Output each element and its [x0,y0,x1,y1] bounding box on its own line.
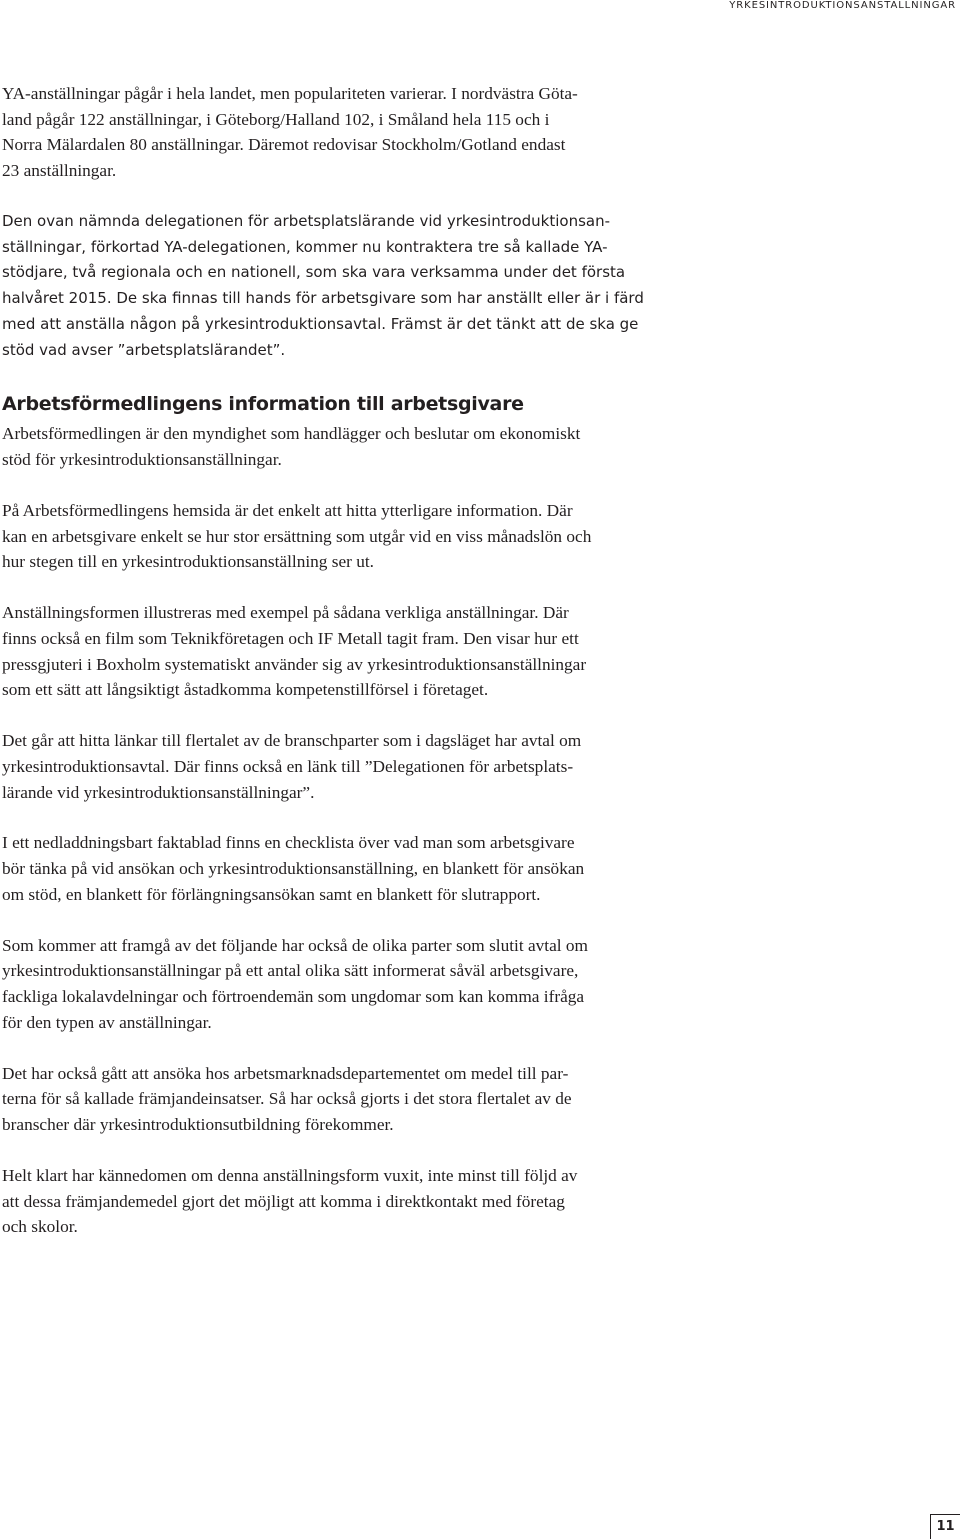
text-line: Helt klart har kännedomen om denna anställningsform vuxit, inte minst till följd av [2,1166,578,1185]
text-line: land pågår 122 anställningar, i Göteborg/Halland 102, i Småland hela 115 och i [2,109,550,129]
text-line: Det har också gått att ansöka hos arbetsmarknadsdepartementet om medel till par- [2,1063,569,1083]
paragraph-awareness [2,1163,737,1240]
text-line: stöd för yrkesintroduktionsanställningar. [2,449,282,469]
text-line: bör tänka på vid ansökan och yrkesintroduktionsanställning, en blankett för ansökan [2,859,585,879]
text-line: Den ovan nämnda delegationen för arbetsplatslärande vid yrkesintroduktionsan- [2,212,611,230]
paragraph-website [2,498,737,575]
page-body [2,81,737,1240]
text-line: halvåret 2015. De ska finnas till hands för arbetsgivare som har anställt eller är i färd [2,289,644,308]
text-line: pressgjuteri i Boxholm systematiskt använder sig av yrkesintroduktionsanställningar [2,654,587,674]
text-line: Som kommer att framgå av det följande har också de olika parter som slutit avtal om [2,935,588,955]
text-line: fackliga lokalavdelningar och förtroendemän som ungdomar som kan komma ifråga [2,987,585,1007]
paragraph-authority [2,421,737,472]
paragraph-regional-statistics [2,81,737,184]
text-line: stöd vad avser ”arbetsplatslärandet”. [2,340,286,359]
text-line: för den typen av anställningar. [2,1012,212,1032]
paragraph-examples [2,600,737,703]
text-line: om stöd, en blankett för förlängningsansökan samt en blankett för slutrapport. [2,884,541,904]
paragraph-parties [2,933,737,1036]
page-number: 11 [930,1514,960,1539]
text-line: yrkesintroduktionsavtal. Där finns också en länk till ”Delegationen för arbetsplats- [2,756,574,776]
text-line: I ett nedladdningsbart faktablad finns en checklista över vad man som arbetsgivare [2,833,575,853]
text-line: Arbetsförmedlingen är den myndighet som handlägger och beslutar om ekonomiskt [2,424,581,444]
paragraph-funding [2,1061,737,1138]
section-heading: Arbetsförmedlingens information till arbetsgivare [2,393,524,416]
text-line: På Arbetsförmedlingens hemsida är det enkelt att hitta ytterligare information. Där [2,500,573,520]
text-line: yrkesintroduktionsanställningar på ett antal olika sätt informerat såväl arbetsgivare, [2,961,579,981]
running-header: YRKESINTRODUKTIONSANSTÄLLNINGAR [729,0,956,11]
text-line: kan en arbetsgivare enkelt se hur stor ersättning som utgår vid en viss månadslön och [2,526,592,546]
text-line: och skolor. [2,1217,78,1237]
paragraph-links [2,728,737,805]
paragraph-factsheet [2,830,737,907]
text-line: Norra Mälardalen 80 anställningar. Däremot redovisar Stockholm/Gotland endast [2,135,566,155]
text-line: stödjare, två regionala och en nationell, som ska vara verksamma under det första [2,263,626,282]
text-line: YA-anställningar pågår i hela landet, men populariteten varierar. I nordvästra Göta- [2,84,578,103]
text-line: 23 anställningar. [2,161,117,181]
text-line: Det går att hitta länkar till flertalet av de branschparter som i dagsläget har avtal om [2,731,582,751]
text-line: Anställningsformen illustreras med exempel på sådana verkliga anställningar. Där [2,603,569,623]
paragraph-ya-delegation [2,209,737,363]
text-line: ställningar, förkortad YA-delegationen, kommer nu kontraktera tre så kallade YA- [2,237,608,256]
text-line: lärande vid yrkesintroduktionsanställningar”. [2,782,315,802]
text-line: med att anställa någon på yrkesintroduktionsavtal. Främst är det tänkt att de ska ge [2,314,639,333]
text-line: hur stegen till en yrkesintroduktionsanställning ser ut. [2,552,374,572]
text-line: som ett sätt att långsiktigt åstadkomma kompetenstillförsel i företaget. [2,680,489,700]
text-line: terna för så kallade främjandeinsatser. Så har också gjorts i det stora flertalet av de [2,1089,572,1109]
text-line: branscher där yrkesintroduktionsutbildning förekommer. [2,1115,394,1135]
text-line: finns också en film som Teknikföretagen och IF Metall tagit fram. Den visar hur ett [2,628,579,648]
text-line: att dessa främjandemedel gjort det möjligt att komma i direktkontakt med företag [2,1191,565,1211]
